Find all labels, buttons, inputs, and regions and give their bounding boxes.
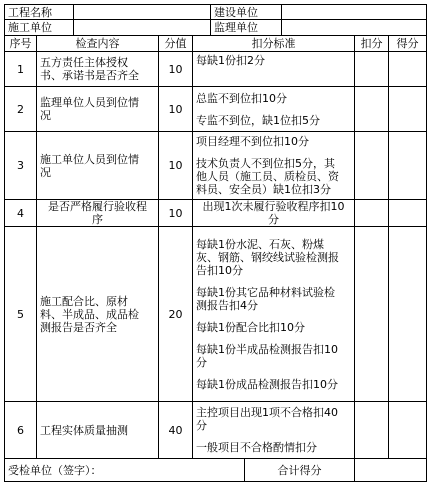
row-6-earned[interactable] — [388, 401, 427, 459]
row-6-score: 40 — [158, 401, 193, 459]
row-1-seq: 1 — [4, 51, 37, 87]
builder-unit-label: 施工单位 — [4, 19, 74, 36]
row-5-deduct[interactable] — [354, 226, 389, 402]
row-4-deduct[interactable] — [354, 199, 389, 227]
row-1-earned[interactable] — [388, 51, 427, 87]
row-5-criteria — [192, 226, 355, 402]
row-2-criteria — [192, 86, 355, 132]
row-4-criteria: 出现1次未履行验收程序扣10 分 — [192, 199, 355, 227]
row-6-seq: 6 — [4, 401, 37, 459]
row-1-score: 10 — [158, 51, 193, 87]
column-score: 分值 — [158, 35, 193, 52]
construction-unit-label: 建设单位 — [210, 4, 282, 20]
row-1-deduct[interactable] — [354, 51, 389, 87]
row-2-criteria-line: 总监不到位扣10分 — [196, 91, 287, 105]
row-5-criteria-line: 每缺1份配合比扣10分 — [196, 320, 305, 334]
row-1-content: 五方责任主体授权 书、承诺书是否齐全 — [36, 51, 159, 87]
row-5-criteria-line: 每缺1份半成品检测报告扣10 分 — [196, 342, 338, 369]
row-2-deduct[interactable] — [354, 86, 389, 132]
row-4-earned[interactable] — [388, 199, 427, 227]
row-3-deduct[interactable] — [354, 131, 389, 200]
row-5-criteria-line: 每缺1份其它品种材料试验检 测报告扣4分 — [196, 285, 335, 312]
row-5-content: 施工配合比、原材 料、半成品、成品检 测报告是否齐全 — [36, 226, 159, 402]
construction-unit-value[interactable] — [281, 4, 427, 20]
column-content: 检查内容 — [36, 35, 159, 52]
row-5-score: 20 — [158, 226, 193, 402]
row-3-score: 10 — [158, 131, 193, 200]
row-6-content: 工程实体质量抽测 — [36, 401, 159, 459]
supervisor-unit-label: 监理单位 — [210, 19, 282, 36]
row-5-earned[interactable] — [388, 226, 427, 402]
row-6-deduct[interactable] — [354, 401, 389, 459]
row-2-score: 10 — [158, 86, 193, 132]
supervisor-unit-value[interactable] — [281, 19, 427, 36]
column-earned: 得分 — [388, 35, 427, 52]
row-3-seq: 3 — [4, 131, 37, 200]
row-6-criteria-line: 主控项目出现1项不合格扣40 分 — [196, 406, 338, 432]
total-score-label: 合计得分 — [244, 458, 355, 482]
row-4-score: 10 — [158, 199, 193, 227]
row-2-seq: 2 — [4, 86, 37, 132]
row-1-criteria: 每缺1份扣2分 — [192, 51, 355, 87]
row-3-criteria — [192, 131, 355, 200]
row-6-criteria-line: 一般项目不合格酌情扣分 — [196, 441, 317, 454]
row-6-criteria — [192, 401, 355, 459]
row-2-criteria-line: 专监不到位，缺1位扣5分 — [196, 113, 320, 127]
row-3-content: 施工单位人员到位情 况 — [36, 131, 159, 200]
row-2-earned[interactable] — [388, 86, 427, 132]
column-deduct: 扣分 — [354, 35, 389, 52]
row-5-criteria-line: 每缺1份成品检测报告扣10分 — [196, 377, 338, 391]
row-5-seq: 5 — [4, 226, 37, 402]
total-score-value[interactable] — [354, 458, 427, 482]
row-3-criteria-line: 项目经理不到位扣10分 — [196, 135, 309, 148]
project-name-value[interactable] — [73, 4, 211, 20]
row-5-criteria-line: 每缺1份水泥、石灰、粉煤 灰、钢筋、钢绞线试验检测报 告扣10分 — [196, 237, 339, 277]
inspected-unit-signature: 受检单位（签字）： — [4, 458, 245, 482]
row-4-seq: 4 — [4, 199, 37, 227]
builder-unit-value[interactable] — [73, 19, 211, 36]
row-2-content: 监理单位人员到位情 况 — [36, 86, 159, 132]
row-3-earned[interactable] — [388, 131, 427, 200]
row-3-criteria-line: 技术负责人不到位扣5分，其 他人员（施工员、质检员、资 料员、安全员）缺1位扣3分 — [196, 157, 339, 196]
project-name-label: 工程名称 — [4, 4, 74, 20]
column-seq: 序号 — [4, 35, 37, 52]
column-criteria: 扣分标准 — [192, 35, 355, 52]
row-4-content: 是否严格履行验收程 序 — [36, 199, 159, 227]
